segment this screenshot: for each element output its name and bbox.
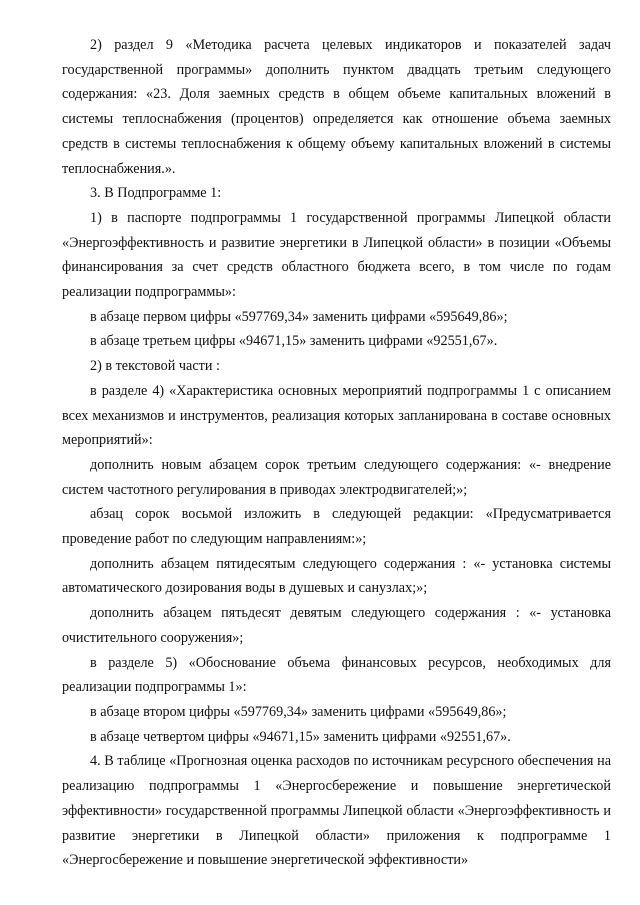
paragraph-third-abzac-figures: в абзаце третьем цифры «94671,15» заменить цифрами «92551,67». — [90, 333, 498, 350]
paragraph-abzac-48: абзац сорок восьмой изложить в следующей редакции: «Предусматривается проведение работ по следующим направлениям:»; — [62, 506, 611, 548]
paragraph-section-4: в разделе 4) «Характеристика основных мероприятий подпрограммы 1 с описанием всех механизмов и инструментов, реализация которых запланирована в составе основных мероприятий»: — [62, 382, 611, 449]
paragraph-passport-subprogram-1: 1) в паспорте подпрограммы 1 государственной программы Липецкой области «Энергоэффективность и развитие энергетики в Липецкой области» в позиции «Объемы финансирования за счет средств областного бюджета всего, в том числе по годам реализации подпрограммы»: — [62, 209, 611, 301]
paragraph-table-forecast: 4. В таблице «Прогнозная оценка расходов по источникам ресурсного обеспечения на реализацию подпрограммы 1 «Энергосбережение и повышение энергетической эффективности» государственной программы Липецкой области «Энергоэффективность и развитие энергетики в Липецкой области» приложения к подпрограмме 1 «Энергосбережение и повышение энергетической эффективности» — [62, 753, 611, 869]
paragraph-add-abzac-43: дополнить новым абзацем сорок третьим следующего содержания: «- внедрение систем частотного регулирования в приводах электродвигателей;»; — [62, 456, 611, 498]
paragraph-methodology-item-23: 2) раздел 9 «Методика расчета целевых индикаторов и показателей задач государственной программы» дополнить пунктом двадцать третьим следующего содержания: «23. Доля заемных средств в общем объеме капитальных вложений в системы теплоснабжения (процентов) определяется как отношение объема заемных средств в системы теплоснабжения к общему объему капитальных вложений в системы теплоснабжения.». — [62, 37, 611, 177]
document-body — [62, 33, 611, 873]
paragraph-second-abzac-figures: в абзаце втором цифры «597769,34» заменить цифрами «595649,86»; — [90, 703, 507, 720]
paragraph-subprogram-1-heading: 3. В Подпрограмме 1: — [90, 185, 222, 202]
paragraph-text-part: 2) в текстовой части : — [90, 358, 220, 375]
paragraph-section-5: в разделе 5) «Обоснование объема финансовых ресурсов, необходимых для реализации подпрограммы 1»: — [62, 654, 611, 696]
paragraph-first-abzac-figures: в абзаце первом цифры «597769,34» заменить цифрами «595649,86»; — [90, 308, 508, 325]
paragraph-fourth-abzac-figures: в абзаце четвертом цифры «94671,15» заменить цифрами «92551,67». — [90, 728, 511, 745]
paragraph-add-abzac-59: дополнить абзацем пятьдесят девятым следующего содержания : «- установка очистительного сооружения»; — [62, 605, 611, 646]
paragraph-add-abzac-50: дополнить абзацем пятидесятым следующего содержания : «- установка системы автоматического дозирования воды в душевых и санузлах;»; — [62, 555, 611, 597]
